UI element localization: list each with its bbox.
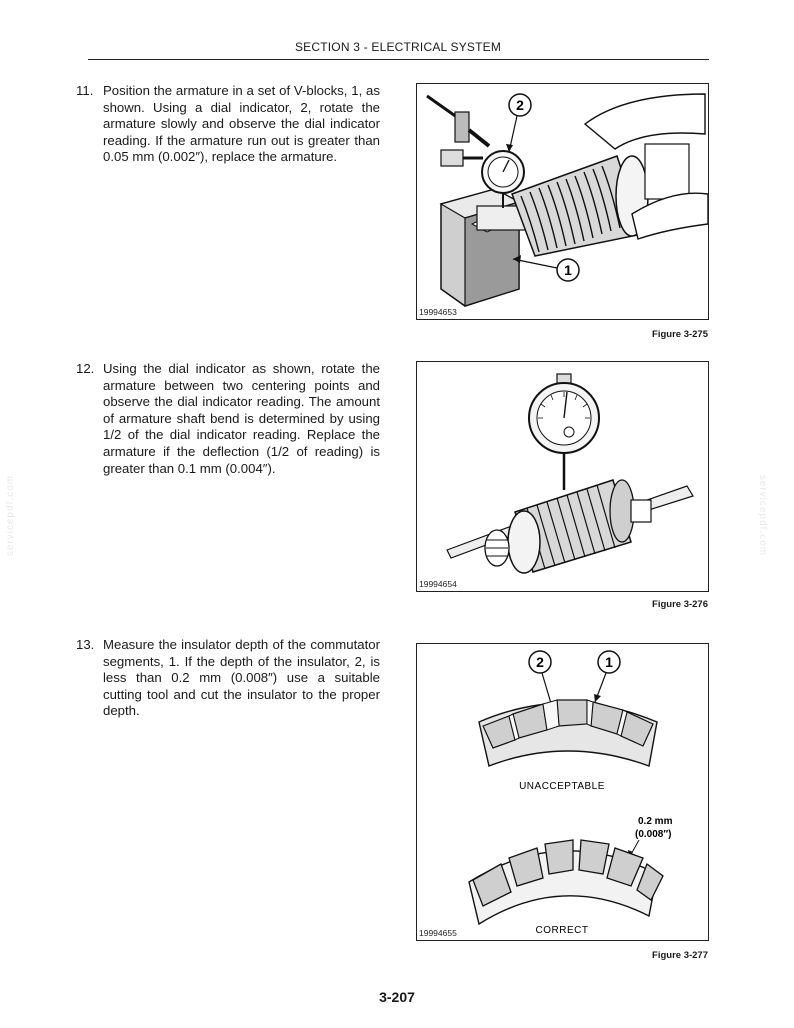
watermark-left: servicepdf.com	[5, 474, 17, 557]
page-number: 3-207	[379, 989, 415, 1005]
section-header: SECTION 3 - ELECTRICAL SYSTEM	[294, 40, 502, 54]
label-dim-mm: 0.2 mm	[638, 816, 673, 827]
figure-id: 19994655	[419, 928, 457, 938]
figure-id: 19994654	[419, 579, 457, 589]
watermark-right: servicepdf.com	[757, 474, 769, 557]
figure-shaft-bend-check	[416, 361, 709, 592]
header-rule	[88, 59, 709, 60]
step-12	[76, 361, 380, 477]
insulator-depth-illustration	[417, 644, 708, 940]
callout-1: 1	[564, 262, 572, 278]
figure-insulator-depth	[416, 643, 709, 941]
callout-1: 1	[605, 654, 613, 670]
step-text: Measure the insulator depth of the commutator segments, 1. If the depth of the insulator, 2, is less than 0.2 mm (0.008″) use a suitable cutting tool and cut the insulator to the proper depth.	[103, 637, 380, 719]
shaft-bend-illustration	[417, 362, 708, 591]
step-number: 11.	[76, 83, 94, 98]
callout-2: 2	[536, 654, 544, 670]
figure-caption: Figure 3-277	[652, 950, 708, 961]
figure-caption: Figure 3-275	[652, 329, 708, 340]
step-text: Position the armature in a set of V-blocks, 1, as shown. Using a dial indicator, 2, rotate the armature slowly and observe the dial indicator reading. If the armature run out is greater than 0.05 mm (0.002″), replace the armature.	[103, 83, 380, 165]
step-13	[76, 637, 380, 720]
figure-caption: Figure 3-276	[652, 599, 708, 610]
label-correct: CORRECT	[535, 925, 589, 936]
figure-armature-v-blocks	[416, 83, 709, 320]
armature-v-block-illustration	[417, 84, 708, 319]
step-11	[76, 83, 380, 166]
step-text: Using the dial indicator as shown, rotate the armature between two centering points and observe the dial indicator reading. The amount of armature shaft bend is determined by using 1/2 of the dial indicator reading. Replace the armature if the deflection (1/2 of reading) is greater than 0.1 mm (0.004″).	[103, 361, 380, 476]
step-number: 12.	[76, 361, 95, 376]
figure-id: 19994653	[419, 307, 457, 317]
callout-2: 2	[516, 97, 524, 113]
label-unacceptable: UNACCEPTABLE	[519, 781, 605, 792]
step-number: 13.	[76, 637, 95, 652]
label-dim-in: (0.008″)	[635, 829, 672, 840]
